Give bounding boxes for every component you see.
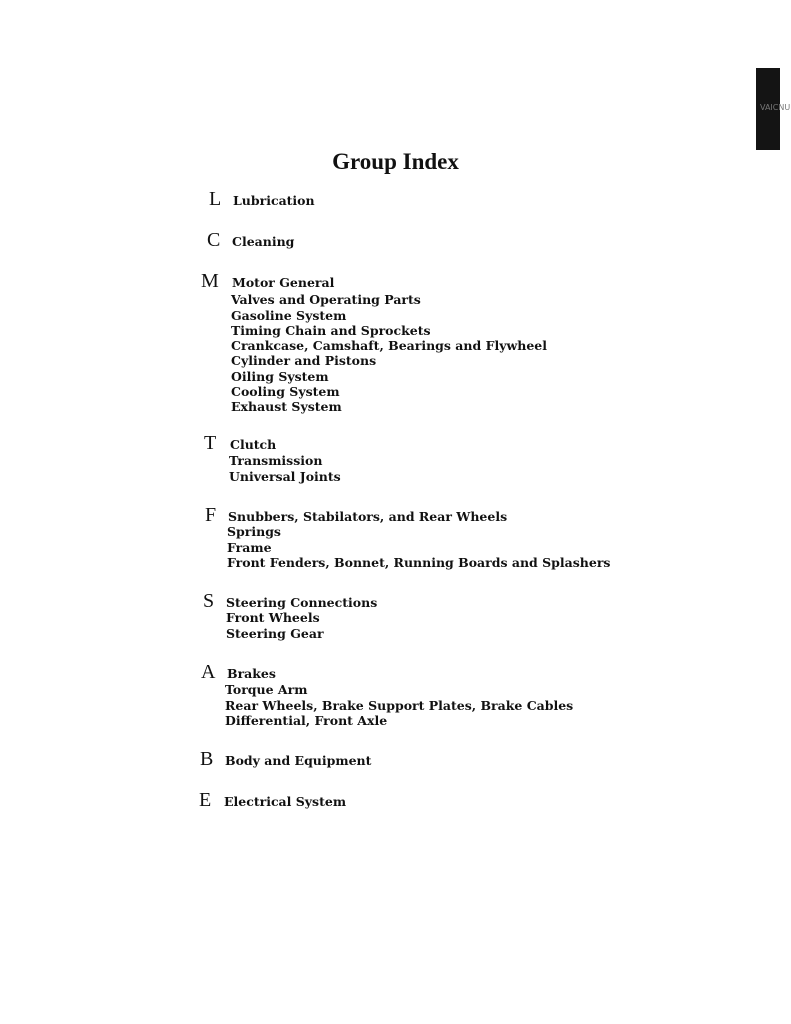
group-item: Frame xyxy=(227,539,272,555)
group-item: Cleaning xyxy=(232,234,295,249)
group-items xyxy=(232,234,294,249)
group-item: Electrical System xyxy=(224,794,347,809)
group-letter: T xyxy=(204,432,217,454)
group-item: Steering Connections xyxy=(226,595,378,610)
group-item: Cooling System xyxy=(231,384,340,400)
group-item: Rear Wheels, Brake Support Plates, Brake Cables xyxy=(225,697,574,713)
group-item: Clutch xyxy=(230,437,277,452)
group-items xyxy=(225,753,371,768)
group-letter: A xyxy=(201,661,216,683)
group-item: Front Fenders, Bonnet, Running Boards and Splashers xyxy=(227,554,611,570)
group-items xyxy=(224,794,346,809)
group-item: Cylinder and Pistons xyxy=(231,353,377,369)
group-letter: F xyxy=(205,504,217,526)
group-items xyxy=(233,193,315,208)
group-letter: L xyxy=(209,188,222,210)
group-letter: B xyxy=(200,748,214,770)
group-item: Snubbers, Stabilators, and Rear Wheels xyxy=(228,509,508,524)
group-item: Valves and Operating Parts xyxy=(231,292,421,308)
group-item: Lubrication xyxy=(233,193,315,208)
group-item: Crankcase, Camshaft, Bearings and Flywheel xyxy=(231,338,547,354)
group-item: Motor General xyxy=(232,275,335,290)
group-item: Brakes xyxy=(227,666,276,681)
group-item: Timing Chain and Sprockets xyxy=(231,322,431,338)
group-item: Torque Arm xyxy=(225,682,308,698)
group-items xyxy=(225,666,573,728)
group-item: Steering Gear xyxy=(226,625,324,641)
group-item: Universal Joints xyxy=(229,468,341,484)
group-items xyxy=(226,595,377,641)
group-item: Differential, Front Axle xyxy=(225,712,388,728)
group-letter: M xyxy=(201,270,219,292)
group-letter: E xyxy=(199,789,212,811)
group-letter: S xyxy=(203,590,215,612)
group-item: Oiling System xyxy=(231,368,329,384)
group-item: Transmission xyxy=(229,453,323,469)
group-item: Body and Equipment xyxy=(225,753,372,768)
group-items xyxy=(231,275,547,415)
edge-tab-text: VAICNU xyxy=(760,103,791,112)
group-item: Exhaust System xyxy=(231,399,342,415)
page-title: Group Index xyxy=(332,149,459,174)
group-item: Springs xyxy=(227,524,281,540)
group-item: Gasoline System xyxy=(231,307,347,323)
edge-index-tab xyxy=(756,68,791,150)
group-items xyxy=(229,437,341,484)
group-item: Front Wheels xyxy=(226,610,320,626)
group-letter: C xyxy=(207,229,221,251)
group-items xyxy=(227,509,610,570)
